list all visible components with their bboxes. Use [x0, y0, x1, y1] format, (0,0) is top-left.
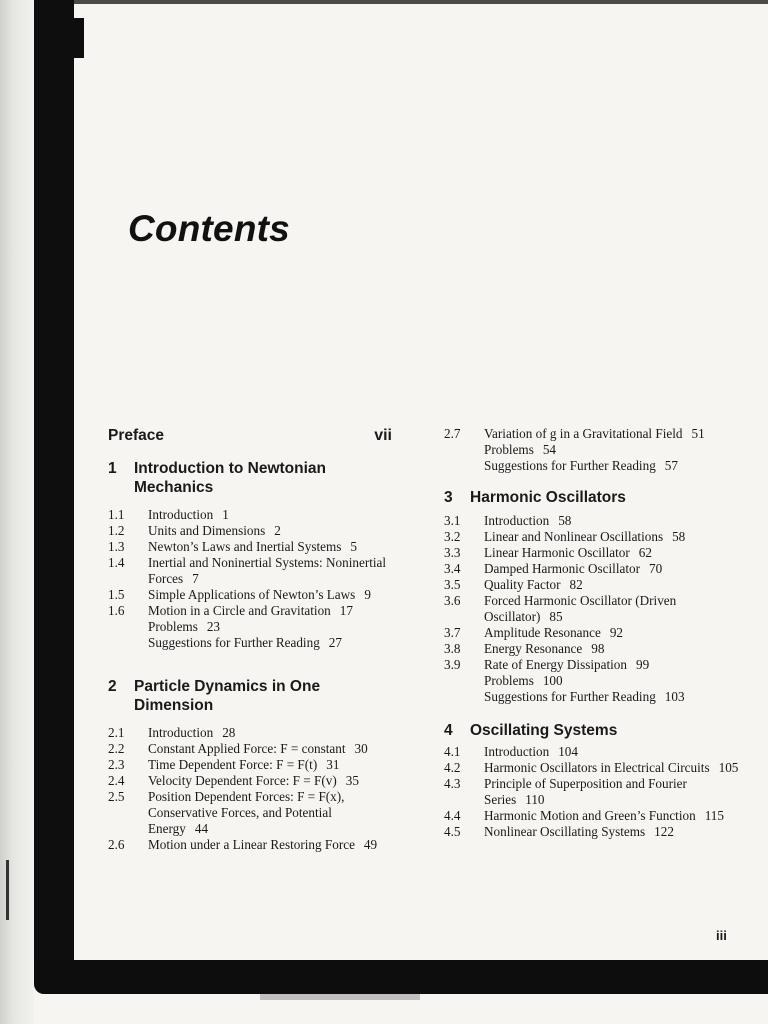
toc-extra	[444, 673, 744, 689]
chapter-heading	[444, 488, 744, 507]
section-title: Introduction	[484, 744, 550, 759]
toc-entry	[108, 773, 392, 789]
extra-page: 27	[328, 635, 342, 650]
section-number: 4.3	[444, 776, 461, 791]
section-page: 49	[363, 837, 378, 852]
section-number: 3.3	[444, 545, 461, 560]
extra-title: Problems	[484, 442, 534, 457]
section-title: Time Dependent Force: F = F(t)	[148, 757, 318, 772]
section-number: 3.4	[444, 561, 461, 576]
toc-entry	[444, 657, 744, 673]
toc-entry	[444, 426, 744, 442]
section-number: 2.5	[108, 789, 125, 804]
section-number: 1.1	[108, 507, 125, 522]
preface-label: Preface	[108, 427, 165, 444]
extra-title: Suggestions for Further Reading	[148, 635, 320, 650]
chapter-heading	[108, 459, 392, 497]
extra-title: Suggestions for Further Reading	[484, 458, 656, 473]
toc-entry	[444, 824, 744, 840]
toc-entry	[108, 837, 392, 853]
section-title: Motion under a Linear Restoring Force	[148, 837, 355, 852]
toc-entry	[444, 776, 744, 808]
page-title: Contents	[128, 208, 290, 249]
page-number: iii	[716, 928, 727, 943]
chapter-heading	[108, 677, 392, 715]
top-edge-rule	[60, 0, 768, 4]
section-number: 4.4	[444, 808, 461, 823]
toc-entry	[444, 545, 744, 561]
scan-edge-mark	[6, 860, 9, 920]
section-page: 58	[558, 513, 572, 528]
preface-page: vii	[374, 427, 392, 444]
section-title: Nonlinear Oscillating Systems	[484, 824, 646, 839]
toc-preface	[108, 426, 392, 445]
toc-extra	[444, 458, 744, 474]
section-page: 98	[591, 641, 605, 656]
toc-extra	[108, 619, 392, 635]
section-number: 2.7	[444, 426, 461, 441]
chapter-number: 3	[444, 489, 453, 506]
section-title: Energy Resonance	[484, 641, 583, 656]
section-page: 104	[558, 744, 578, 759]
chapter-heading	[444, 721, 744, 740]
extra-page: 23	[206, 619, 221, 634]
section-page: 9	[364, 587, 371, 602]
section-title: Variation of g in a Gravitational Field	[484, 426, 683, 441]
toc-entry	[444, 561, 744, 577]
toc-entry	[108, 757, 392, 773]
section-title: Principle of Superposition and Fourier Series	[484, 776, 687, 807]
section-title: Harmonic Oscillators in Electrical Circuits	[484, 760, 710, 775]
extra-title: Suggestions for Further Reading	[484, 689, 656, 704]
toc-extra	[444, 689, 744, 705]
toc-entry	[444, 593, 744, 625]
section-page: 58	[672, 529, 686, 544]
scan-spine-shadow	[34, 0, 74, 980]
section-page: 35	[345, 773, 359, 788]
section-page: 85	[549, 609, 563, 624]
toc-entry	[108, 725, 392, 741]
section-number: 3.5	[444, 577, 461, 592]
section-page: 70	[649, 561, 663, 576]
section-number: 3.2	[444, 529, 461, 544]
section-number: 4.1	[444, 744, 461, 759]
section-number: 3.9	[444, 657, 461, 672]
section-number: 3.6	[444, 593, 461, 608]
section-page: 110	[525, 792, 545, 807]
section-page: 122	[654, 824, 674, 839]
extra-page: 100	[542, 673, 563, 688]
toc-entry	[444, 760, 744, 776]
toc-entry	[444, 625, 744, 641]
extra-page: 103	[664, 689, 685, 704]
section-number: 3.8	[444, 641, 461, 656]
toc-entry	[108, 603, 392, 619]
scan-bottom-shadow	[34, 960, 768, 994]
section-title: Rate of Energy Dissipation	[484, 657, 627, 672]
section-title: Motion in a Circle and Gravitation	[148, 603, 331, 618]
extra-title: Problems	[148, 619, 198, 634]
section-number: 2.2	[108, 741, 125, 756]
section-number: 1.3	[108, 539, 125, 554]
scan-spine-notch	[74, 18, 84, 58]
extra-title: Problems	[484, 673, 534, 688]
section-number: 4.5	[444, 824, 461, 839]
section-page: 31	[326, 757, 340, 772]
section-number: 2.6	[108, 837, 125, 852]
section-title: Damped Harmonic Oscillator	[484, 561, 641, 576]
section-title: Simple Applications of Newton’s Laws	[148, 587, 356, 602]
toc-right-column	[444, 426, 744, 840]
section-title: Introduction	[484, 513, 550, 528]
section-number: 3.1	[444, 513, 461, 528]
section-page: 92	[609, 625, 624, 640]
toc-entry	[108, 789, 392, 837]
toc-entry	[108, 555, 392, 587]
section-title: Introduction	[148, 725, 214, 740]
section-title: Constant Applied Force: F = constant	[148, 741, 346, 756]
section-title: Quality Factor	[484, 577, 561, 592]
chapter-title: Harmonic Oscillators	[470, 489, 626, 506]
toc-left-column	[108, 426, 392, 853]
section-page: 105	[718, 760, 739, 775]
section-page: 99	[635, 657, 650, 672]
section-title: Introduction	[148, 507, 214, 522]
section-page: 2	[274, 523, 281, 538]
section-title: Units and Dimensions	[148, 523, 266, 538]
toc-entry	[108, 523, 392, 539]
toc-extra	[444, 442, 744, 458]
scan-bottom-smudge	[260, 994, 420, 1000]
toc-entry	[444, 641, 744, 657]
toc-entry	[444, 808, 744, 824]
section-title: Amplitude Resonance	[484, 625, 601, 640]
toc-entry	[444, 577, 744, 593]
toc-entry	[444, 744, 744, 760]
section-title: Inertial and Noninertial Systems: Noninertial Forces	[148, 555, 387, 586]
section-page: 17	[339, 603, 353, 618]
section-page: 5	[350, 539, 357, 554]
chapter-number: 1	[108, 460, 117, 477]
section-number: 4.2	[444, 760, 461, 775]
section-page: 62	[638, 545, 652, 560]
section-page: 115	[704, 808, 724, 823]
section-title: Newton’s Laws and Inertial Systems	[148, 539, 342, 554]
section-title: Position Dependent Forces: F = F(x), Conservative Forces, and Potential Energy	[148, 789, 345, 836]
section-page: 51	[691, 426, 705, 441]
section-number: 1.4	[108, 555, 125, 570]
section-number: 1.5	[108, 587, 125, 602]
toc-entry	[108, 587, 392, 603]
extra-page: 57	[664, 458, 678, 473]
section-page: 7	[192, 571, 199, 586]
chapter-title: Introduction to Newtonian Mechanics	[134, 460, 327, 496]
section-number: 3.7	[444, 625, 461, 640]
section-number: 1.6	[108, 603, 125, 618]
section-page: 28	[222, 725, 236, 740]
toc-entry	[108, 539, 392, 555]
section-number: 2.3	[108, 757, 125, 772]
section-number: 2.4	[108, 773, 125, 788]
chapter-number: 2	[108, 678, 117, 695]
chapter-number: 4	[444, 722, 453, 739]
section-page: 82	[569, 577, 583, 592]
section-title: Harmonic Motion and Green’s Function	[484, 808, 696, 823]
toc-entry	[108, 741, 392, 757]
section-page: 1	[222, 507, 229, 522]
section-number: 1.2	[108, 523, 125, 538]
toc-entry	[444, 513, 744, 529]
section-title: Linear Harmonic Oscillator	[484, 545, 630, 560]
section-page: 30	[354, 741, 368, 756]
toc-extra	[108, 635, 392, 651]
toc-entry	[108, 507, 392, 523]
section-page: 44	[194, 821, 209, 836]
chapter-title: Oscillating Systems	[470, 722, 618, 739]
chapter-title: Particle Dynamics in One Dimension	[134, 678, 321, 714]
section-title: Forced Harmonic Oscillator (Driven Oscillator)	[484, 593, 677, 624]
section-title: Linear and Nonlinear Oscillations	[484, 529, 664, 544]
section-number: 2.1	[108, 725, 125, 740]
extra-page: 54	[542, 442, 557, 457]
section-title: Velocity Dependent Force: F = F(v)	[148, 773, 337, 788]
toc-entry	[444, 529, 744, 545]
